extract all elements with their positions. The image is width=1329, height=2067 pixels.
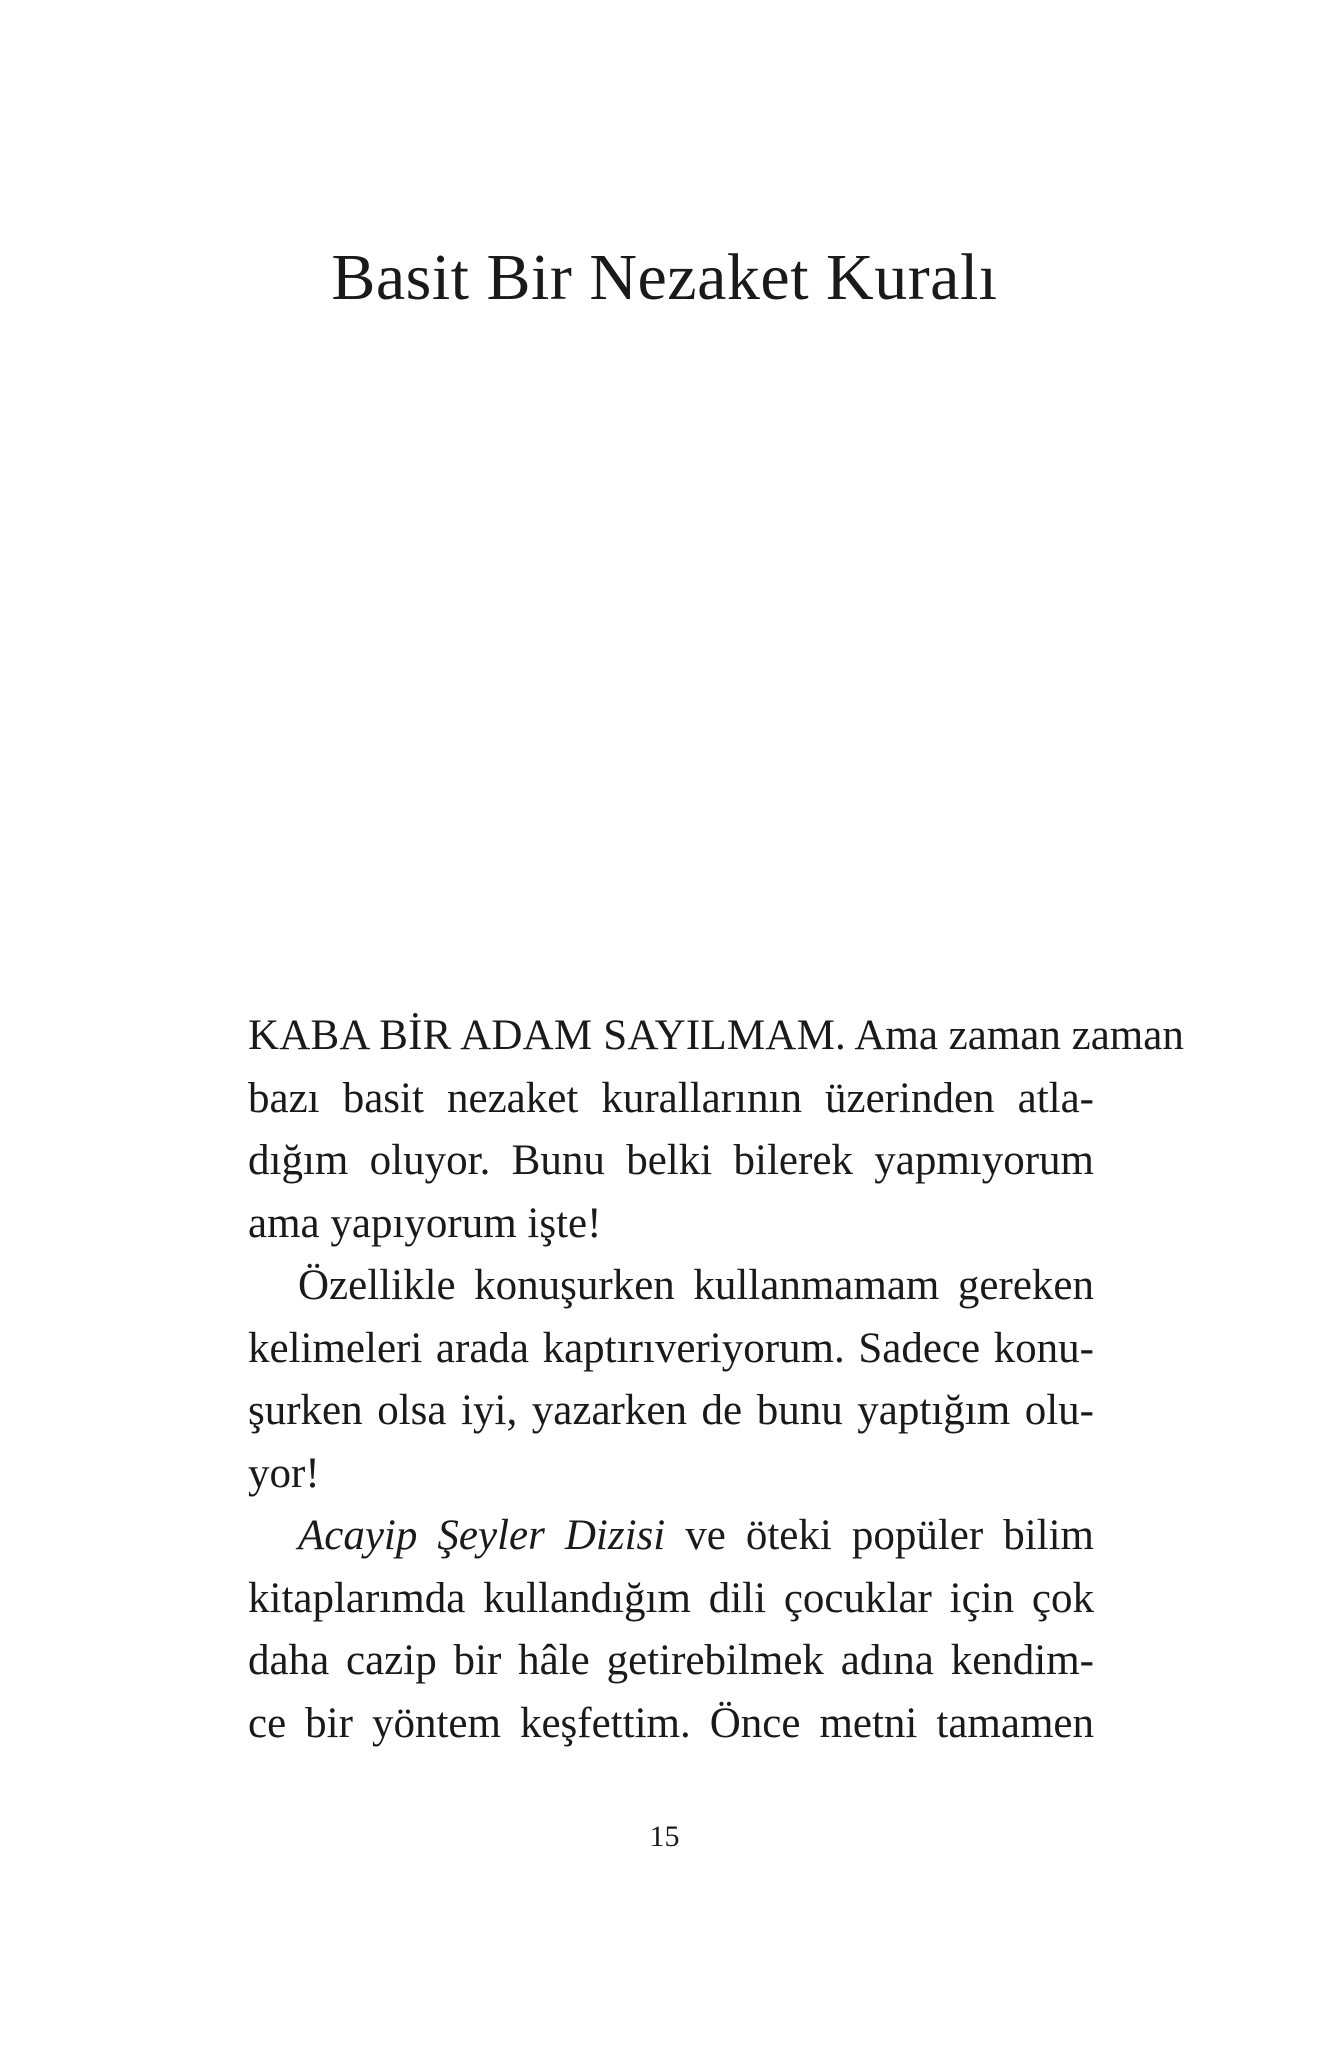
small-caps-opening: KABA BİR ADAM SAYILMAM. [248, 1012, 846, 1059]
text-line: yor! [248, 1449, 320, 1497]
text-segment: Ama zaman zaman [845, 1012, 1184, 1059]
text-line: ama yapıyorum işte! [248, 1199, 602, 1247]
text-line: ce bir yöntem keşfettim. Önce metni tamamen [248, 1699, 1094, 1747]
text-line: Özellikle konuşurken kullanmamam gereken [298, 1262, 1094, 1309]
chapter-title: Basit Bir Nezaket Kuralı [331, 241, 998, 314]
page-number: 15 [649, 1820, 680, 1853]
text-line [248, 1505, 1094, 1568]
text-line: daha cazip bir hâle getirebilmek adına kendim- [248, 1637, 1094, 1684]
text-line: kelimeleri arada kaptırıveriyorum. Sadece konu- [248, 1324, 1094, 1372]
book-series-title: Acayip Şeyler Dizisi [298, 1512, 666, 1559]
text-segment: ve öteki popüler bilim [665, 1512, 1094, 1559]
body-text [248, 1005, 1184, 1755]
text-line: şurken olsa iyi, yazarken de bunu yaptığım olu- [248, 1387, 1094, 1434]
text-line: kitaplarımda kullandığım dili çocuklar için çok [248, 1574, 1094, 1622]
text-line [248, 1005, 1184, 1068]
text-line: bazı basit nezaket kurallarının üzerinden atla- [248, 1074, 1094, 1122]
text-line: dığım oluyor. Bunu belki bilerek yapmıyorum [248, 1137, 1094, 1184]
